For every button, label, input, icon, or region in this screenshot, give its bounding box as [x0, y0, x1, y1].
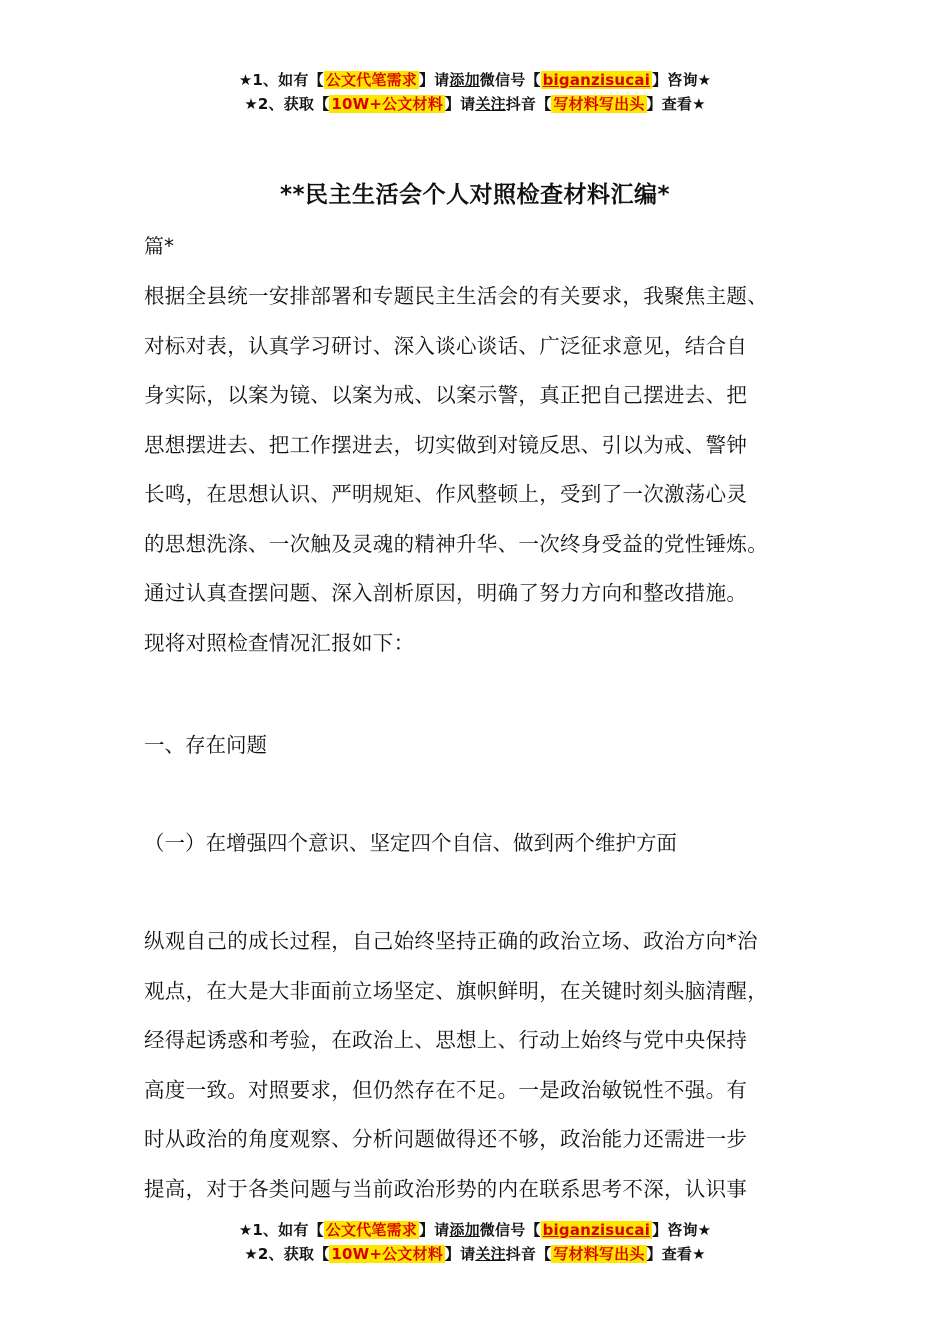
paragraph-line: 长鸣，在思想认识、严明规矩、作风整顿上，受到了一次激荡心灵 [144, 482, 748, 506]
douyin-account-text: 写材料写出头 [553, 95, 645, 113]
body-paragraph [144, 917, 834, 1214]
highlight-text: 10W+公文材料 [331, 1245, 443, 1263]
banner-text: 】请 [444, 1245, 476, 1263]
paragraph-line: 身实际，以案为镜、以案为戒、以案示警，真正把自己摆进去、把 [144, 383, 748, 407]
paragraph-line: 经得起诱惑和考验，在政治上、思想上、行动上始终与党中央保持 [144, 1028, 748, 1052]
banner-line-1 [0, 68, 950, 92]
banner-text: ★2、获取【 [244, 1245, 330, 1263]
paragraph-line: 思想摆进去、把工作摆进去，切实做到对镜反思、引以为戒、警钟 [144, 432, 748, 457]
intro-paragraph [144, 272, 834, 668]
banner-line-2 [0, 1242, 950, 1266]
banner-text: 】查看★ [646, 95, 706, 113]
section-heading: 一、存在问题 [144, 733, 267, 757]
emphasis-text: 关注 [475, 95, 506, 113]
highlight-text: 10W+公文材料 [331, 95, 443, 113]
emphasis-text: 添加 [449, 1221, 480, 1239]
banner-text: ★1、如有【 [238, 1221, 324, 1239]
paragraph-line: 时从政治的角度观察、分析问题做得还不够，政治能力还需进一步 [144, 1127, 748, 1151]
bottom-banner [0, 1218, 950, 1266]
paragraph-line: 现将对照检查情况汇报如下： [144, 630, 415, 655]
banner-text: 】请 [444, 95, 476, 113]
banner-text: 微信号【 [479, 1221, 541, 1239]
highlight-text: 公文代笔需求 [325, 71, 417, 89]
wechat-id-link[interactable]: biganzisucai [542, 1221, 651, 1239]
emphasis-text: 关注 [475, 1245, 506, 1263]
banner-text: 】请 [418, 1221, 450, 1239]
banner-text: ★1、如有【 [238, 71, 324, 89]
banner-line-2 [0, 92, 950, 116]
paragraph-line: 高度一致。对照要求，但仍然存在不足。一是政治敏锐性不强。有 [144, 1077, 748, 1102]
banner-text: 抖音【 [505, 95, 552, 113]
paragraph-line: 对标对表，认真学习研讨、深入谈心谈话、广泛征求意见，结合自 [144, 333, 748, 358]
douyin-account-text: 写材料写出头 [553, 1245, 645, 1263]
emphasis-text: 添加 [449, 71, 480, 89]
banner-text: 】请 [418, 71, 450, 89]
banner-text: 】咨询★ [652, 1221, 712, 1239]
paragraph-line: 通过认真查摆问题、深入剖析原因，明确了努力方向和整改措施。 [144, 581, 748, 605]
paragraph-line: 根据全县统一安排部署和专题民主生活会的有关要求，我聚焦主题、 [144, 284, 768, 308]
banner-text: 抖音【 [505, 1245, 552, 1263]
subsection-heading: （一）在增强四个意识、坚定四个自信、做到两个维护方面 [144, 831, 677, 855]
banner-line-1 [0, 1218, 950, 1242]
paragraph-line: 观点，在大是大非面前立场坚定、旗帜鲜明，在关键时刻头脑清醒， [144, 978, 768, 1003]
banner-text: 】咨询★ [652, 71, 712, 89]
paragraph-line: 提高，对于各类问题与当前政治形势的内在联系思考不深，认识事 [144, 1176, 748, 1201]
banner-text: 】查看★ [646, 1245, 706, 1263]
top-banner [0, 68, 950, 116]
paragraph-line: 的思想洗涤、一次触及灵魂的精神升华、一次终身受益的党性锤炼。 [144, 531, 768, 556]
banner-text: ★2、获取【 [244, 95, 330, 113]
document-title: **民主生活会个人对照检查材料汇编* [279, 182, 671, 208]
section-label: 篇* [144, 234, 174, 258]
wechat-id-link[interactable]: biganzisucai [542, 71, 651, 89]
paragraph-line: 纵观自己的成长过程，自己始终坚持正确的政治立场、政治方向*治 [144, 929, 758, 953]
highlight-text: 公文代笔需求 [325, 1221, 417, 1239]
banner-text: 微信号【 [479, 71, 541, 89]
